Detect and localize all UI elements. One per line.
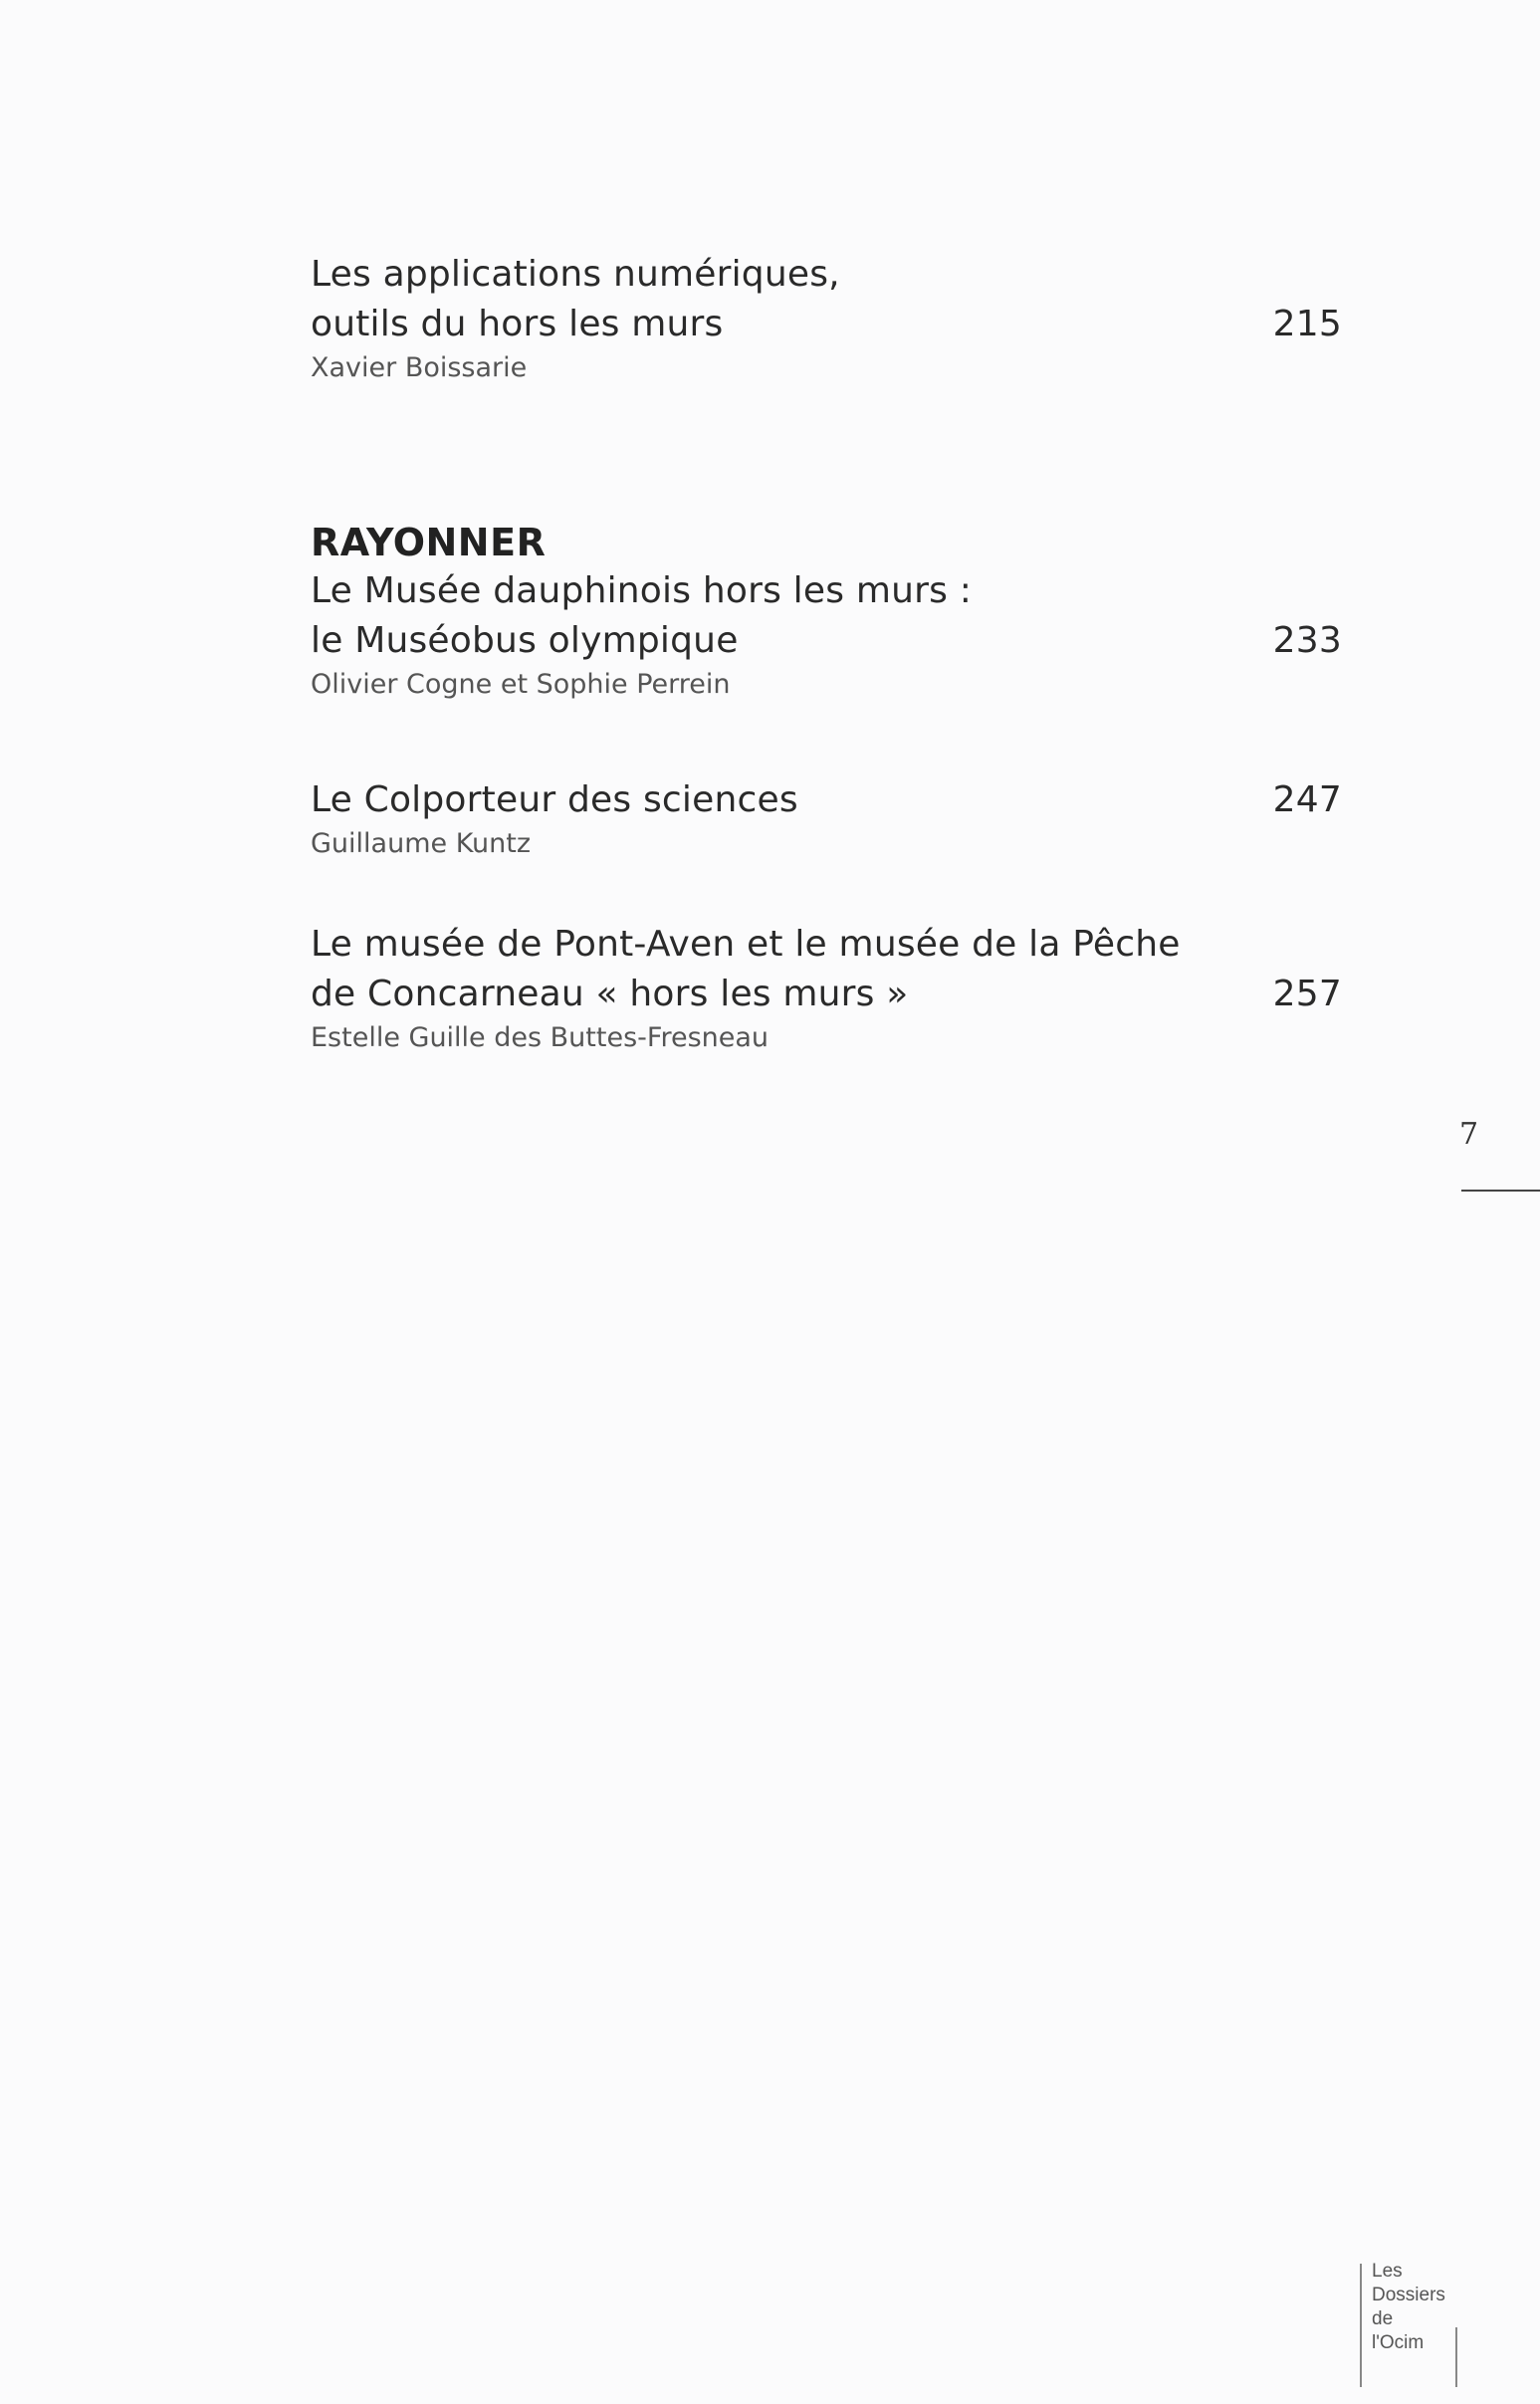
entry-title-line xyxy=(311,300,1342,349)
entry-page-number: 247 xyxy=(1272,779,1342,820)
entry-title-line: Les applications numériques, xyxy=(311,254,840,295)
page-number: 7 xyxy=(1459,1117,1479,1152)
section-heading: RAYONNER xyxy=(311,521,547,564)
logo-bar-left xyxy=(1360,2264,1362,2387)
logo-line: de xyxy=(1372,2308,1394,2329)
entry-title-text: outils du hors les murs xyxy=(311,304,724,344)
entry-page-number: 257 xyxy=(1272,974,1342,1014)
entry-title-line xyxy=(311,616,1342,666)
logo-line: Dossiers xyxy=(1372,2285,1445,2305)
entry-page-number: 233 xyxy=(1272,620,1342,661)
logo-text xyxy=(1372,2260,1445,2355)
entry-title-line: Le musée de Pont-Aven et le musée de la Pêche xyxy=(311,924,1181,965)
toc-entry xyxy=(311,566,1342,704)
toc-entry xyxy=(311,250,1342,387)
entry-author: Olivier Cogne et Sophie Perrein xyxy=(311,669,731,700)
toc-entry xyxy=(311,775,1342,863)
entry-title-line xyxy=(311,775,1342,825)
entry-title-text: Le Colporteur des sciences xyxy=(311,779,798,820)
entry-author: Estelle Guille des Buttes-Fresneau xyxy=(311,1022,770,1053)
entry-title-text: de Concarneau « hors les murs » xyxy=(311,974,909,1014)
entry-title-line: Le Musée dauphinois hors les murs : xyxy=(311,570,973,611)
entry-title-text: le Muséobus olympique xyxy=(311,620,739,661)
toc-entry xyxy=(311,920,1342,1057)
entry-title-line xyxy=(311,970,1342,1019)
logo-line: Les xyxy=(1372,2261,1403,2282)
logo-line: l'Ocim xyxy=(1372,2332,1425,2353)
entry-author: Xavier Boissarie xyxy=(311,352,528,383)
folio-rule xyxy=(1461,1190,1540,1192)
publication-logo xyxy=(1360,2260,1455,2395)
logo-bar-right xyxy=(1455,2327,1457,2387)
entry-page-number: 215 xyxy=(1272,304,1342,344)
entry-author: Guillaume Kuntz xyxy=(311,828,532,859)
